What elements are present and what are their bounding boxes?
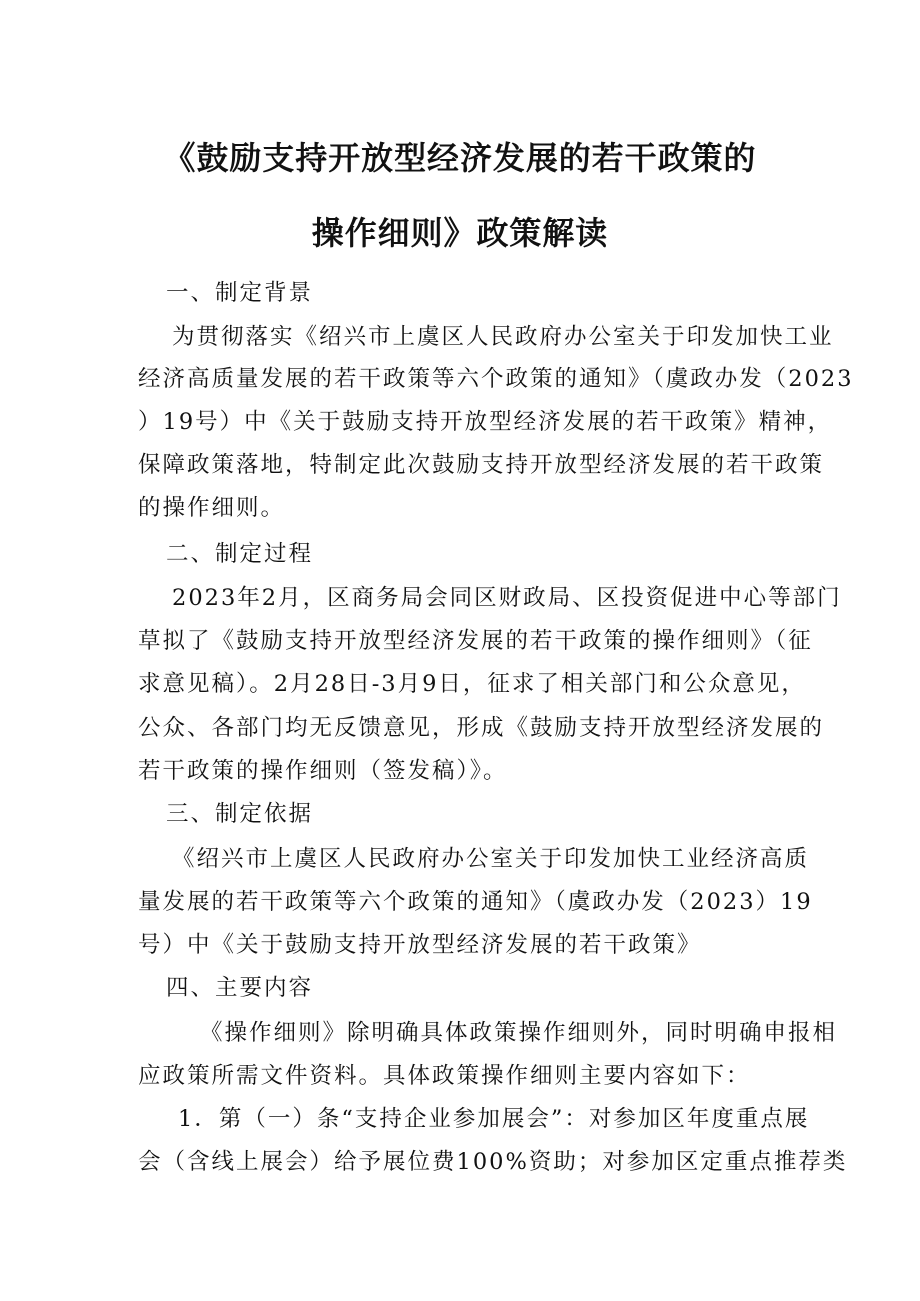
body-line: 若干政策的操作细则（签发稿）》。 [138,758,508,784]
section-heading-process: 二、制定过程 [166,541,314,567]
section-heading-content: 四、主要内容 [166,975,314,1001]
body-line: ）19号）中《关于鼓励支持开放型经济发展的若干政策》精神， [138,409,833,435]
body-line: 《操作细则》除明确具体政策操作细则外，同时明确申报相 [200,1020,838,1046]
body-line: 的操作细则。 [138,495,286,521]
body-line: 《绍兴市上虞区人民政府办公室关于印发加快工业经济高质 [172,846,810,872]
body-line: 经济高质量发展的若干政策等六个政策的通知》（虞政办发（2023 [138,366,854,392]
section-heading-background: 一、制定背景 [166,280,314,306]
body-line: 量发展的若干政策等六个政策的通知》（虞政办发（2023）19 [138,889,813,915]
body-line: 2023年2月，区商务局会同区财政局、区投资促进中心等部门 [172,585,842,611]
body-line: 会（含线上展会）给予展位费100%资助；对参加区定重点推荐类 [138,1149,848,1175]
body-line: 草拟了《鼓励支持开放型经济发展的若干政策的操作细则》（征 [138,628,813,654]
body-line: 保障政策落地，特制定此次鼓励支持开放型经济发展的若干政策 [138,452,825,478]
section-heading-basis: 三、制定依据 [166,801,314,827]
body-line: 应政策所需文件资料。具体政策操作细则主要内容如下： [138,1063,751,1089]
body-line: 公众、各部门均无反馈意见，形成《鼓励支持开放型经济发展的 [138,715,825,741]
body-line: 求意见稿）。2月28日-3月9日，征求了相关部门和公众意见， [138,671,806,697]
document-title-line-1: 《鼓励支持开放型经济发展的若干政策的 [163,139,757,177]
body-line: 号）中《关于鼓励支持开放型经济发展的若干政策》 [138,932,702,958]
body-line: 1．第（一）条“支持企业参加展会”：对参加区年度重点展 [178,1106,810,1132]
body-line: 为贯彻落实《绍兴市上虞区人民政府办公室关于印发加快工业 [172,324,834,350]
document-title-line-2: 操作细则》政策解读 [311,214,609,252]
